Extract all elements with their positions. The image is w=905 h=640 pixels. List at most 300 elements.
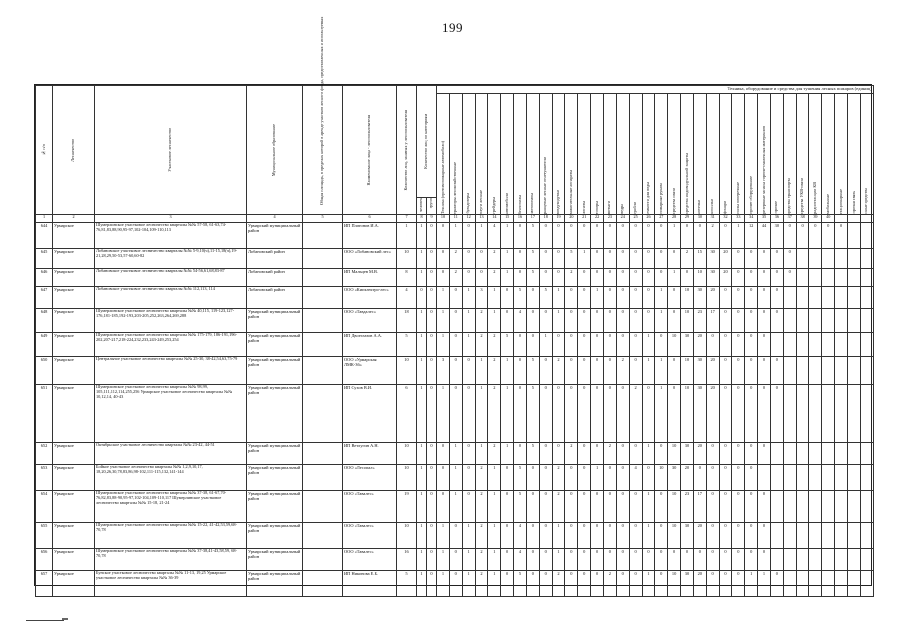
cell-value: 1 (397, 223, 417, 249)
header-forestry-label: Лесничество (70, 138, 76, 162)
cell-forestry: Урмарское (53, 287, 95, 309)
cell-value: 0 (565, 549, 578, 571)
cell-value: 0 (449, 523, 462, 549)
cell-value: 1 (655, 309, 668, 333)
header-count-groups (427, 198, 437, 215)
column-number: 4 (247, 215, 303, 223)
cell-value (860, 357, 873, 385)
cell-value: 0 (770, 357, 783, 385)
cell-value (860, 523, 873, 549)
cell-value: 0 (565, 571, 578, 597)
cell-value (835, 287, 848, 309)
cell-user: ООО «Тавалес» (343, 491, 397, 523)
cell-value: 0 (437, 491, 450, 523)
cell-value: 1 (488, 465, 501, 491)
cell-value (796, 287, 809, 309)
cell-municipality: Лобановский район (247, 249, 303, 269)
cell-value (783, 309, 796, 333)
header-eq-label: ранцевые лесные огнетушители (542, 156, 548, 214)
cell-district: Бунское участковое лесничество кварталы №№ 11-13, 19,25 Урмарское участковое лесничество кварталы №№ 36-39 (95, 571, 247, 597)
cell-value: 1 (417, 491, 427, 523)
cell-value: 0 (758, 333, 771, 357)
cell-value: 1 (475, 357, 488, 385)
cell-value: 19 (397, 491, 417, 523)
cell-area (303, 571, 343, 597)
cell-value (796, 443, 809, 465)
cell-value: 0 (770, 269, 783, 287)
cell-forestry: Урмарское (53, 249, 95, 269)
cell-area (303, 287, 343, 309)
cell-value: 0 (616, 249, 629, 269)
cell-value: 10 (693, 269, 706, 287)
cell-district: Шумерлинское участковое лесничество кварталы №№ 40,115, 119-123,127-176,181-185,192-193,203-205,252,263,264,269,288 (95, 309, 247, 333)
cell-value: 1 (449, 465, 462, 491)
cell-value: 0 (616, 549, 629, 571)
cell-value: 1 (417, 333, 427, 357)
column-number (860, 215, 873, 223)
cell-district: Бойкое участковое лесничество кварталы №№ 1,2,9,10,17, 18,20,26,30,78,83,86,98-102,111-115,132,141-144 (95, 465, 247, 491)
column-number: 39 (809, 215, 822, 223)
cell-value: 0 (449, 549, 462, 571)
cell-value: 0 (449, 287, 462, 309)
cell-value: 0 (427, 385, 437, 443)
cell-value: 0 (591, 549, 604, 571)
header-eq-label: ведра (619, 204, 625, 214)
cell-value: 0 (539, 571, 552, 597)
cell-value: 1 (501, 269, 514, 287)
cell-forestry: Урмарское (53, 333, 95, 357)
cell-forestry: Урмарское (53, 549, 95, 571)
cell-value: 30 (681, 333, 694, 357)
cell-district: Лобановское участковое лесничество кварталы №№ 5-9,10(ч),11-15,18(ч),19-21,28,29,50-53,57-60,60-82 (95, 249, 247, 269)
header-eq-label: грабли (632, 201, 638, 214)
cell-value: 0 (745, 465, 758, 491)
header-count-group (417, 86, 437, 198)
header-eq-label: пилы поперечные (734, 182, 740, 214)
column-number: 7 (397, 215, 417, 223)
cell-value: 0 (629, 571, 642, 597)
cell-value (796, 309, 809, 333)
cell-value: 0 (501, 549, 514, 571)
cell-value: 0 (655, 223, 668, 249)
cell-district: Шумерлинское участковое лесничество кварталы №№ 37-38, 61-67,70-76,82,83,88-90,95-97,102-104,109-110,117 Шумерлинское участковое лесничество кварталы №№ 15-18, 21-24 (95, 491, 247, 523)
cell-value (848, 571, 861, 597)
column-number: 13 (475, 215, 488, 223)
header-eq-label: грейдеры (490, 197, 496, 214)
cell-forestry: Урмарское (53, 223, 95, 249)
cell-forestry: Урмарское (53, 523, 95, 549)
header-eq-15 (616, 94, 629, 215)
table-row (36, 491, 874, 523)
cell-value: 1 (417, 465, 427, 491)
cell-value: 0 (449, 385, 462, 443)
cell-value: 0 (603, 223, 616, 249)
cell-area (303, 465, 343, 491)
cell-value: 0 (655, 333, 668, 357)
cell-value: 0 (475, 269, 488, 287)
cell-municipality: Урмарский муниципальный район (247, 333, 303, 357)
cell-value: 0 (449, 357, 462, 385)
cell-value: 0 (693, 223, 706, 249)
cell-value (835, 491, 848, 523)
cell-value (835, 443, 848, 465)
cell-value: 5 (565, 249, 578, 269)
cell-forestry: Урмарское (53, 269, 95, 287)
column-number: 18 (539, 215, 552, 223)
column-number: 26 (642, 215, 655, 223)
header-eq-32 (835, 94, 848, 215)
cell-value: 0 (539, 249, 552, 269)
cell-value: 1 (501, 443, 514, 465)
header-eq-label: пожарные рукава (657, 183, 663, 214)
cell-value (822, 491, 835, 523)
cell-value: 0 (616, 491, 629, 523)
cell-value: 1 (642, 333, 655, 357)
cell-value: 1 (417, 523, 427, 549)
cell-value: 0 (758, 287, 771, 309)
header-count-people (417, 198, 427, 215)
cell-value: 0 (578, 385, 591, 443)
cell-value: 0 (591, 571, 604, 597)
cell-value: 0 (427, 249, 437, 269)
header-eq-label: мотыги (606, 200, 612, 214)
cell-value: 0 (668, 309, 681, 333)
cell-value: 0 (591, 385, 604, 443)
cell-value: 0 (427, 523, 437, 549)
header-area (303, 16, 343, 215)
column-number: 10 (437, 215, 450, 223)
cell-value (835, 549, 848, 571)
cell-value: 0 (565, 523, 578, 549)
cell-value: 0 (526, 309, 539, 333)
cell-value (796, 465, 809, 491)
cell-value: 0 (783, 223, 796, 249)
cell-value: 30 (706, 269, 719, 287)
table-row (36, 269, 874, 287)
cell-value: 0 (501, 491, 514, 523)
cell-value: 0 (526, 287, 539, 309)
cell-value: 0 (616, 523, 629, 549)
cell-value: 20 (693, 523, 706, 549)
cell-value: 0 (565, 465, 578, 491)
cell-value: 0 (578, 309, 591, 333)
cell-value (783, 571, 796, 597)
cell-value: 0 (719, 443, 732, 465)
header-user (343, 86, 397, 215)
cell-value: 0 (514, 269, 527, 287)
cell-value (835, 333, 848, 357)
column-number: 37 (783, 215, 796, 223)
cell-value: 5 (526, 249, 539, 269)
cell-value (809, 549, 822, 571)
cell-district: Шумерлинское участковое лесничество кварталы №№ 57-58, 61-63,74-76,81,83,88,90,95-97,102-104,109-110,113 (95, 223, 247, 249)
header-eq-33 (848, 94, 861, 215)
cell-value (809, 443, 822, 465)
cell-value: 0 (616, 309, 629, 333)
header-eq-12 (578, 94, 591, 215)
cell-value: 0 (758, 357, 771, 385)
cell-value: 2 (603, 443, 616, 465)
cell-value (822, 385, 835, 443)
cell-value: 20 (693, 333, 706, 357)
cell-value: 0 (681, 223, 694, 249)
column-number: 32 (719, 215, 732, 223)
header-no-label: № п/п (40, 144, 46, 156)
cell-value: 5 (514, 491, 527, 523)
cell-value: 5 (526, 269, 539, 287)
cell-value: 0 (591, 443, 604, 465)
cell-value (835, 357, 848, 385)
cell-value: 0 (591, 309, 604, 333)
header-eq-label: фонари (722, 200, 728, 214)
cell-value (809, 269, 822, 287)
cell-value: 2 (488, 443, 501, 465)
cell-value (809, 287, 822, 309)
cell-value: 0 (603, 465, 616, 491)
cell-value (822, 549, 835, 571)
cell-value: 0 (462, 465, 475, 491)
cell-value: 23 (693, 309, 706, 333)
cell-value (809, 357, 822, 385)
cell-value: 30 (681, 571, 694, 597)
cell-forestry: Урмарское (53, 309, 95, 333)
cell-value: 17 (706, 309, 719, 333)
cell-value (860, 223, 873, 249)
header-eq-label: прочие (773, 201, 779, 214)
cell-value: 10 (668, 443, 681, 465)
cell-value: 1 (449, 223, 462, 249)
cell-value (783, 333, 796, 357)
cell-value: 0 (719, 357, 732, 385)
column-number: 3 (95, 215, 247, 223)
cell-value: 2 (475, 491, 488, 523)
cell-area (303, 269, 343, 287)
header-eq-27 (770, 94, 783, 215)
cell-value: 0 (539, 523, 552, 549)
column-number: 20 (565, 215, 578, 223)
cell-value: 0 (629, 249, 642, 269)
cell-value (809, 309, 822, 333)
cell-user: ИП Двоеглазов А.А. (343, 333, 397, 357)
cell-value: 4 (397, 287, 417, 309)
cell-value: 10 (681, 385, 694, 443)
table-row (36, 549, 874, 571)
cell-value: 5 (514, 571, 527, 597)
cell-value (796, 333, 809, 357)
cell-value: 0 (578, 465, 591, 491)
cell-value: 0 (514, 333, 527, 357)
header-eq-2 (449, 94, 462, 215)
cell-forestry: Урмарское (53, 357, 95, 385)
cell-value: 0 (449, 571, 462, 597)
cell-value: 2 (475, 465, 488, 491)
cell-value: 0 (578, 287, 591, 309)
cell-value: 0 (565, 223, 578, 249)
header-eq-label: средства УКВ-связи (799, 178, 805, 214)
cell-value: 6 (397, 385, 417, 443)
cell-value (860, 385, 873, 443)
column-number: 38 (796, 215, 809, 223)
cell-value: 0 (758, 249, 771, 269)
cell-district: Лобановское участковое лесничество кварталы №№ 54-56,61,68,83-87 (95, 269, 247, 287)
cell-value: 0 (462, 249, 475, 269)
cell-value: 0 (655, 249, 668, 269)
cell-municipality: Урмарский муниципальный район (247, 223, 303, 249)
cell-value (809, 465, 822, 491)
cell-value: 0 (603, 523, 616, 549)
column-number: 5 (303, 215, 343, 223)
cell-value (848, 249, 861, 269)
cell-municipality: Урмарский муниципальный район (247, 491, 303, 523)
cell-value: 1 (449, 491, 462, 523)
cell-value (822, 287, 835, 309)
cell-value: 0 (514, 357, 527, 385)
cell-value: 44 (758, 223, 771, 249)
cell-no: 651 (36, 385, 53, 443)
table-row (36, 443, 874, 465)
cell-value (822, 571, 835, 597)
cell-value: 4 (488, 223, 501, 249)
cell-value: 1 (655, 287, 668, 309)
header-eq-16 (629, 94, 642, 215)
cell-value: 20 (706, 385, 719, 443)
cell-value: 1 (417, 571, 427, 597)
cell-value: 0 (565, 385, 578, 443)
cell-value (796, 523, 809, 549)
cell-value: 0 (501, 571, 514, 597)
cell-value: 2 (488, 269, 501, 287)
column-number: 22 (591, 215, 604, 223)
cell-value: 0 (706, 523, 719, 549)
cell-value: 18 (397, 309, 417, 333)
cell-value: 1 (462, 287, 475, 309)
cell-value: 2 (475, 309, 488, 333)
cell-value: 0 (655, 269, 668, 287)
cell-value: 2 (488, 357, 501, 385)
cell-value: 30 (693, 287, 706, 309)
column-number: 8 (417, 215, 427, 223)
cell-area (303, 523, 343, 549)
cell-value: 0 (427, 309, 437, 333)
page-number: 199 (442, 20, 463, 35)
cell-no: 657 (36, 571, 53, 597)
table-row (36, 333, 874, 357)
cell-value: 0 (642, 287, 655, 309)
cell-value: 1 (462, 523, 475, 549)
cell-value: 0 (629, 491, 642, 523)
cell-value: 12 (745, 223, 758, 249)
cell-value: 0 (539, 357, 552, 385)
cell-value: 0 (578, 549, 591, 571)
cell-value: 8 (397, 269, 417, 287)
cell-value: 5 (539, 287, 552, 309)
cell-value: 10 (668, 523, 681, 549)
header-eq-1 (437, 94, 450, 215)
cell-value (822, 249, 835, 269)
cell-value (758, 465, 771, 491)
cell-forestry: Урмарское (53, 443, 95, 465)
cell-value: 0 (591, 223, 604, 249)
header-eq-17 (642, 94, 655, 215)
cell-value: 0 (437, 249, 450, 269)
cell-value: 0 (501, 309, 514, 333)
header-total-count (397, 86, 417, 215)
cell-value: 1 (488, 491, 501, 523)
cell-value: 0 (719, 287, 732, 309)
cell-value: 0 (629, 269, 642, 287)
column-number: 24 (616, 215, 629, 223)
cell-value (835, 523, 848, 549)
cell-area (303, 309, 343, 333)
cell-value (796, 491, 809, 523)
cell-value: 1 (462, 549, 475, 571)
cell-area (303, 491, 343, 523)
cell-value: 0 (732, 269, 745, 287)
cell-value: 1 (417, 309, 427, 333)
cell-value: 0 (706, 465, 719, 491)
cell-value: 0 (616, 223, 629, 249)
cell-value (809, 385, 822, 443)
cell-value: 1 (437, 287, 450, 309)
cell-value: 1 (655, 357, 668, 385)
cell-value: 0 (629, 549, 642, 571)
column-number: 33 (732, 215, 745, 223)
cell-value: 30 (668, 465, 681, 491)
cell-value: 0 (616, 571, 629, 597)
header-eq-label: прочая связь (850, 191, 856, 214)
cell-value: 0 (539, 549, 552, 571)
cell-value: 0 (770, 385, 783, 443)
cell-value: 0 (526, 549, 539, 571)
header-eq-30 (809, 94, 822, 215)
cell-value: 0 (745, 287, 758, 309)
cell-value: 0 (591, 333, 604, 357)
cell-value (770, 549, 783, 571)
table-row (36, 287, 874, 309)
cell-no: 653 (36, 465, 53, 491)
cell-value: 10 (655, 465, 668, 491)
cell-value: 1 (488, 571, 501, 597)
column-number: 40 (822, 215, 835, 223)
cell-value: 10 (397, 465, 417, 491)
cell-municipality: Урмарский муниципальный район (247, 385, 303, 443)
cell-value: 0 (758, 309, 771, 333)
cell-no: 652 (36, 443, 53, 465)
cell-value: 0 (565, 287, 578, 309)
header-eq-28 (783, 94, 796, 215)
cell-no: 656 (36, 549, 53, 571)
cell-value: 0 (427, 333, 437, 357)
cell-value (809, 523, 822, 549)
cell-value: 0 (642, 223, 655, 249)
table-row (36, 465, 874, 491)
cell-value: 0 (732, 523, 745, 549)
header-eq-label: средства индивидуальной защиты (683, 153, 689, 214)
cell-value: 0 (427, 269, 437, 287)
table-row (36, 249, 874, 269)
column-number: 12 (462, 215, 475, 223)
cell-value: 0 (629, 523, 642, 549)
cell-value: 0 (745, 385, 758, 443)
cell-value: 1 (501, 249, 514, 269)
cell-value: 0 (603, 287, 616, 309)
cell-value (822, 443, 835, 465)
cell-value (860, 269, 873, 287)
cell-value: 0 (417, 287, 427, 309)
cell-value: 0 (655, 549, 668, 571)
cell-district: Шумерлинское участковое лесничество кварталы №№ 175-179, 186-191,196-202,207-217,218-224,232,233,243-249,253,254 (95, 333, 247, 357)
cell-value: 10 (397, 357, 417, 385)
